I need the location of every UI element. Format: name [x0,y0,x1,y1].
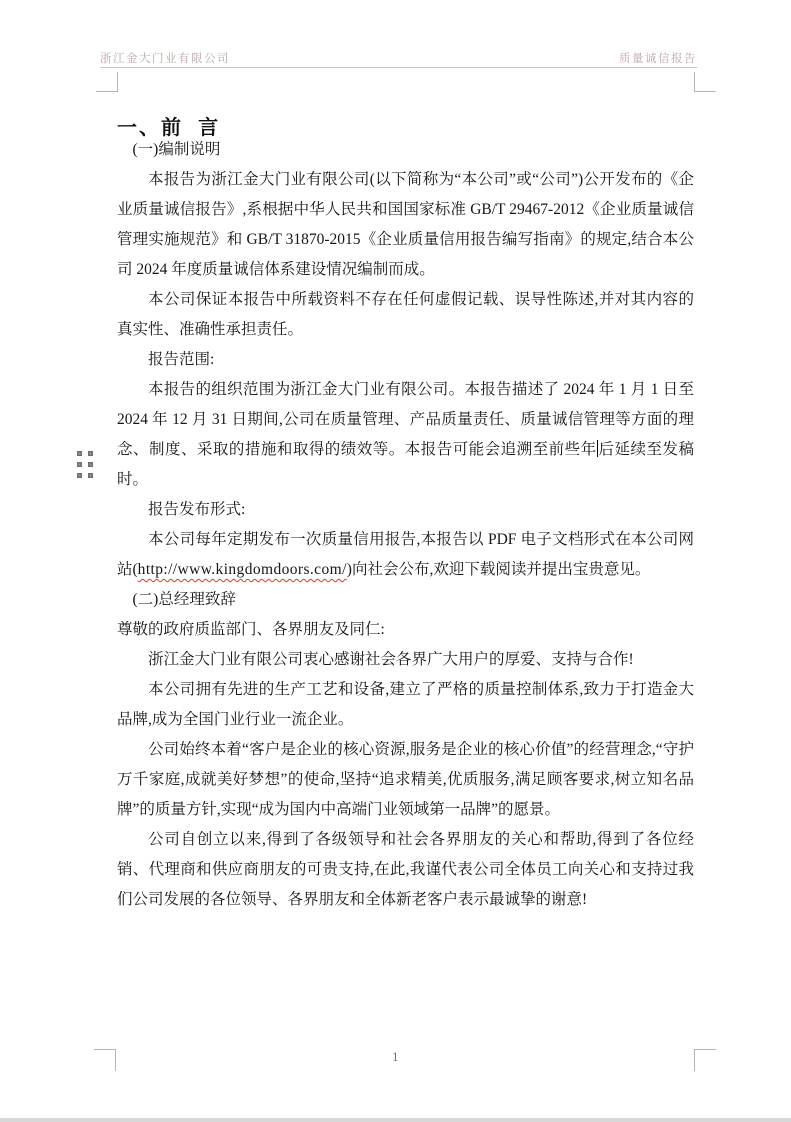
margin-crop-mark-top-right [694,72,716,92]
paragraph-thanks-users[interactable]: 浙江金大门业有限公司衷心感谢社会各界广大用户的厚爱、支持与合作! [148,651,634,668]
paragraph-publish-form[interactable] [117,525,694,585]
margin-crop-mark-top-left [96,72,118,92]
page-number: 1 [392,1050,399,1064]
header-rule [100,67,697,68]
paragraph-publish-form-label[interactable]: 报告发布形式: [148,501,246,518]
section-heading-gm-address[interactable]: (二)总经理致辞 [132,591,236,608]
handle-dot [77,451,82,456]
chapter-title: 一、前 言 [117,117,221,140]
handle-dot [88,462,93,467]
handle-dot [88,473,93,478]
handle-dot [88,451,93,456]
paragraph-company-strength[interactable]: 本公司拥有先进的生产工艺和设备,建立了严格的质量控制体系,致力于打造金大品牌,成为全国门业行业一流企业。 [117,681,694,728]
publish-form-text[interactable]: 本公司每年定期发布一次质量信用报告,本报告以 PDF 电子文档形式在本公司网站( [117,531,694,578]
publish-form-text-continued[interactable]: )向社会公布,欢迎下载阅读并提出宝贵意见。 [346,561,651,578]
page-bottom-edge [0,1118,791,1122]
report-scope-text[interactable]: 本报告的组织范围为浙江金大门业有限公司。本报告描述了 2024 年 1 月 1 日至 2024 年 12 月 31 日期间,公司在质量管理、产品质量责任、质量诚信管理等方面的理念、制度、采取的措施和取得的绩效等。本报告可能会追溯至前些年 [117,381,694,458]
handle-dot [77,473,82,478]
section-heading-compilation-notes[interactable]: (一)编制说明 [132,141,221,158]
paragraph-report-basis[interactable]: 本报告为浙江金大门业有限公司(以下简称为“本公司”或“公司”)公开发布的《企业质量诚信报告》,系根据中华人民共和国国家标准 GB/T 29467-2012《企业质量诚信管理实施规范》和 GB/T 31870-2015《企业质量信用报告编写指南》的规定,结合本公司 2024 年度质量诚信体系建设情况编制而成。 [117,171,694,278]
paragraph-report-scope[interactable] [117,375,694,495]
header-company-name: 浙江金大门业有限公司 [100,53,230,65]
header-report-name: 质量诚信报告 [619,53,697,65]
paragraph-report-scope-label[interactable]: 报告范围: [148,351,215,368]
paragraph-gratitude[interactable]: 公司自创立以来,得到了各级领导和社会各界朋友的关心和帮助,得到了各位经销、代理商和供应商朋友的可贵支持,在此,我谨代表公司全体员工向关心和支持过我们公司发展的各位领导、各界朋友和全体新老客户表示最诚挚的谢意! [117,831,694,908]
report-scope-text-continued[interactable]: 后延续至发稿时。 [117,441,694,488]
company-website-url[interactable]: http://www.kingdomdoors.com/ [137,561,347,578]
running-header [100,50,697,66]
handle-dot [77,462,82,467]
paragraph-business-philosophy[interactable]: 公司始终本着“客户是企业的核心资源,服务是企业的核心价值”的经营理念,“守护万千家庭,成就美好梦想”的使命,坚持“追求精美,优质服务,满足顾客要求,树立知名品牌”的质量方针,实现“成为国内中高端门业领域第一品牌”的愿景。 [117,741,694,818]
drag-handle-icon[interactable] [77,451,93,478]
paragraph-salutation[interactable]: 尊敬的政府质监部门、各界朋友及同仁: [117,621,385,638]
paragraph-truthfulness-statement[interactable]: 本公司保证本报告中所载资料不存在任何虚假记载、误导性陈述,并对其内容的真实性、准确性承担责任。 [117,291,694,338]
document-body[interactable] [117,135,694,915]
